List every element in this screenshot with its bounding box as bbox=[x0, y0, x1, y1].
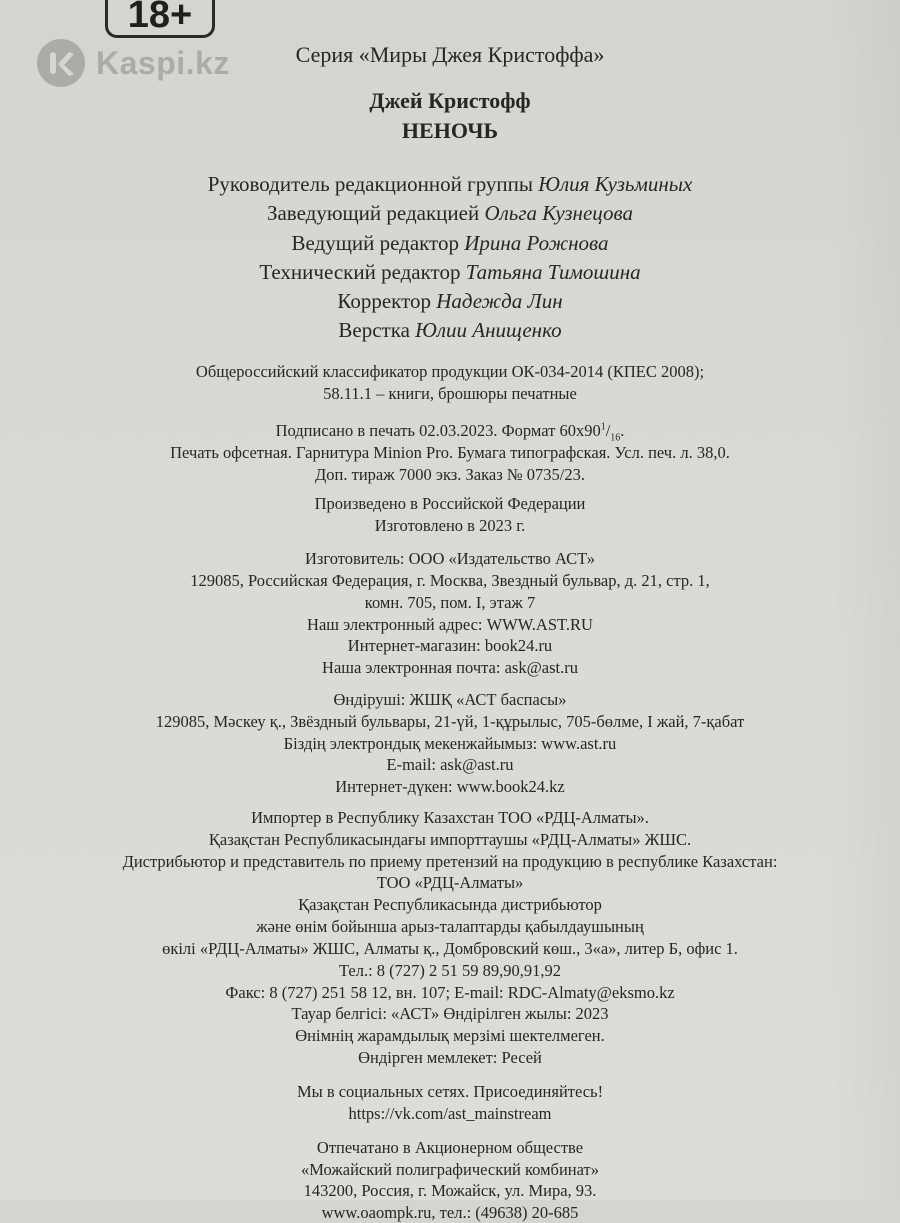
print-run-line: Доп. тираж 7000 экз. Заказ № 0735/23. bbox=[315, 465, 585, 484]
credit-line bbox=[0, 201, 900, 226]
social-line: Мы в социальных сетях. Присоединяйтесь! bbox=[296, 1082, 604, 1101]
format-denominator: 16 bbox=[610, 432, 621, 444]
printer-line: 143200, Россия, г. Можайск, ул. Мира, 93. bbox=[303, 1181, 597, 1200]
series-line: Серия «Миры Джея Кристоффа» bbox=[295, 42, 605, 67]
age-rating-text: 18+ bbox=[127, 0, 193, 36]
credit-person: Ольга Кузнецова bbox=[484, 201, 634, 225]
importer-line: Қазақстан Республикасындағы импорттаушы «РДЦ-Алматы» ЖШС. bbox=[208, 830, 692, 849]
credit-role: Корректор bbox=[337, 289, 431, 313]
manufacturer-kz-line: Өндіруші: ЖШҚ «АСТ баспасы» bbox=[333, 690, 567, 709]
manufacturer-kz-line: Біздің электрондық мекенжайымыз: www.ast.ru bbox=[283, 734, 617, 753]
credit-person: Надежда Лин bbox=[436, 289, 563, 313]
credit-role: Руководитель редакционной группы bbox=[207, 172, 534, 196]
manufacturer-line: Наш электронный адрес: WWW.AST.RU bbox=[307, 615, 593, 634]
credit-person: Юлии Анищенко bbox=[415, 318, 562, 342]
printer-line: Отпечатано в Акционерном обществе bbox=[316, 1138, 584, 1157]
credit-person: Юлия Кузьминых bbox=[538, 172, 693, 196]
credit-line bbox=[0, 318, 900, 343]
author-name: Джей Кристофф bbox=[369, 88, 531, 113]
credit-role: Технический редактор bbox=[259, 260, 461, 284]
origin-line: Произведено в Российской Федерации bbox=[314, 494, 586, 513]
credit-role: Верстка bbox=[338, 318, 410, 342]
print-details-line: Печать офсетная. Гарнитура Minion Pro. Бумага типографская. Усл. печ. л. 38,0. bbox=[170, 443, 730, 462]
print-signed-text: Подписано в печать 02.03.2023. Формат 60х90 bbox=[275, 421, 601, 440]
kaspi-watermark-text: Kaspi.kz bbox=[96, 44, 230, 81]
origin-line: Изготовлено в 2023 г. bbox=[374, 516, 526, 535]
format-numerator: 1 bbox=[600, 421, 606, 433]
print-signed-line: Подписано в печать 02.03.2023. Формат $60х90^1/_{16}$. bbox=[275, 421, 625, 444]
importer-line: Өндірген мемлекет: Ресей bbox=[358, 1048, 542, 1067]
manufacturer-line: Интернет-магазин: book24.ru bbox=[347, 636, 553, 655]
credit-person: Ирина Рожнова bbox=[464, 231, 609, 255]
manufacturer-line: комн. 705, пом. I, этаж 7 bbox=[364, 593, 536, 612]
importer-line: және өнім бойынша арыз-талаптарды қабылдаушының bbox=[256, 917, 644, 936]
importer-line: Қазақстан Республикасында дистрибьютор bbox=[298, 895, 602, 914]
age-rating-badge bbox=[105, 0, 215, 38]
book-title: НЕНОЧЬ bbox=[401, 118, 499, 143]
importer-line: Тел.: 8 (727) 2 51 59 89,90,91,92 bbox=[338, 961, 562, 980]
credit-person: Татьяна Тимошина bbox=[465, 260, 641, 284]
manufacturer-line: 129085, Российская Федерация, г. Москва, Звездный бульвар, д. 21, стр. 1, bbox=[190, 571, 710, 590]
manufacturer-kz-line: Интернет-дүкен: www.book24.kz bbox=[335, 777, 565, 796]
printer-line: www.oaompk.ru, тел.: (49638) 20-685 bbox=[321, 1203, 579, 1222]
importer-line: ТОО «РДЦ-Алматы» bbox=[376, 873, 524, 892]
credit-role: Ведущий редактор bbox=[291, 231, 459, 255]
importer-line: Өнімнің жарамдылық мерзімі шектелмеген. bbox=[295, 1026, 605, 1045]
importer-line: Дистрибьютор и представитель по приему претензий на продукцию в республике Казахстан: bbox=[122, 852, 778, 871]
credit-line bbox=[0, 260, 900, 285]
credit-line bbox=[0, 289, 900, 314]
manufacturer-line: Наша электронная почта: ask@ast.ru bbox=[322, 658, 578, 677]
importer-line: өкілі «РДЦ-Алматы» ЖШС, Алматы қ., Домбровский көш., 3«а», литер Б, офис 1. bbox=[162, 939, 738, 958]
importer-line: Тауар белгісі: «АСТ» Өндірілген жылы: 2023 bbox=[291, 1004, 609, 1023]
format-end: . bbox=[620, 421, 625, 440]
importer-line: Факс: 8 (727) 251 58 12, вн. 107; E-mail: RDC-Almaty@eksmo.kz bbox=[225, 983, 675, 1002]
manufacturer-kz-line: 129085, Мәскеу қ., Звёздный бульвары, 21-үй, 1-құрылыс, 705-бөлме, I жай, 7-қабат bbox=[155, 712, 745, 731]
credit-role: Заведующий редакцией bbox=[266, 201, 480, 225]
classifier-line: 58.11.1 – книги, брошюры печатные bbox=[323, 384, 577, 403]
social-link: https://vk.com/ast_mainstream bbox=[348, 1104, 552, 1123]
classifier-line: Общероссийский классификатор продукции ОК-034-2014 (КПЕС 2008); bbox=[195, 362, 705, 381]
manufacturer-line: Изготовитель: ООО «Издательство АСТ» bbox=[304, 549, 596, 568]
credit-line bbox=[0, 172, 900, 197]
printer-line: «Можайский полиграфический комбинат» bbox=[301, 1160, 599, 1179]
manufacturer-kz-line: E-mail: ask@ast.ru bbox=[386, 755, 514, 774]
importer-line: Импортер в Республику Казахстан ТОО «РДЦ-Алматы». bbox=[251, 808, 649, 827]
credit-line bbox=[0, 231, 900, 256]
